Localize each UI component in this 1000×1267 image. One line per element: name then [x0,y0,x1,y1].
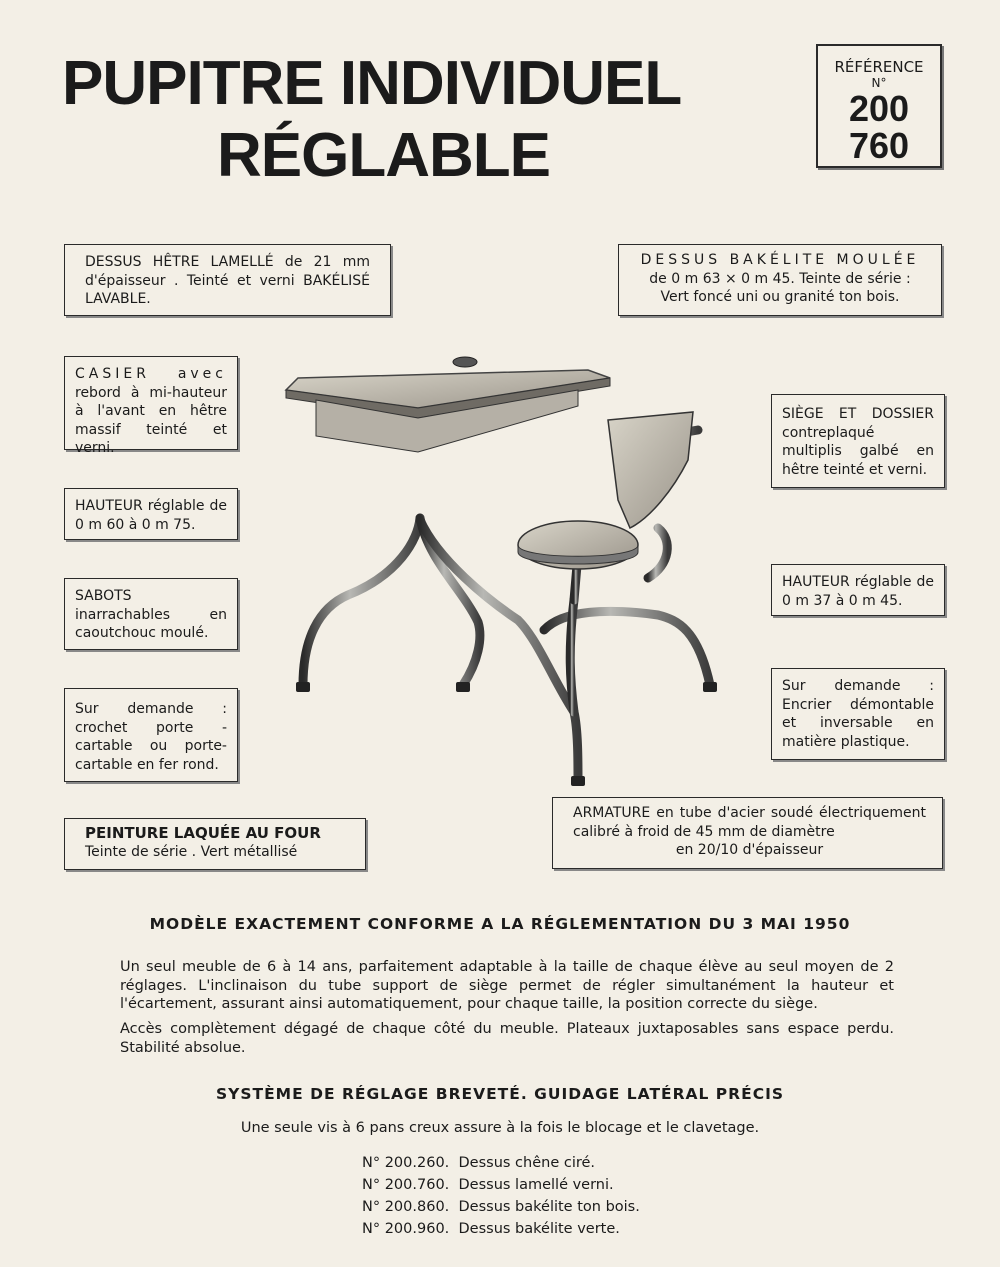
paragraph-acces: Accès complètement dégagé de chaque côté du meuble. Plateaux juxtaposables sans espace perdu. Stabilité absolue. [120,1021,894,1056]
paragraph-description: Un seul meuble de 6 à 14 ans, parfaitement adaptable à la taille de chaque élève au seul moyen de 2 réglages. L'inclinaison du tube support de siège permet de régler simultanément la hauteur et l'écartement, assurant ainsi automatiquement, pour chaque taille, la position correcte du siège. [120,959,894,1012]
sabots-text: inarrachables en caoutchouc moulé. [75,606,227,641]
heading-systeme: SYSTÈME DE RÉGLAGE BREVETÉ. GUIDAGE LATÉRAL PRÉCIS [215,1085,785,1103]
dessus-hetre-lead: DESSUS HÊTRE LAMELLÉ [85,254,274,270]
chair-seat [518,521,638,569]
chair-backrest [608,412,693,528]
dessus-bakelite-line3: Vert foncé uni ou granité ton bois. [660,289,900,305]
armature-lead: ARMATURE [573,805,651,821]
dessus-bakelite-line2: de 0 m 63 × 0 m 45. Teinte de série : [649,270,911,287]
box-demande-cartable [64,688,238,782]
reference-number-2: 760 [848,125,910,166]
title-line-2: RÉGLABLE [217,121,550,190]
model-row [362,1174,640,1196]
demande-encrier-text: Sur demande : Encrier démontable et inversable en matière plastique. [782,678,934,750]
demande-cartable-text: Sur demande : crochet porte - cartable ou porte-cartable en fer rond. [75,701,227,773]
model-row [362,1218,640,1240]
peinture-title: PEINTURE LAQUÉE AU FOUR [85,824,321,842]
feet [296,682,717,786]
model-description: Dessus bakélite verte. [458,1221,620,1237]
model-description: Dessus lamellé verni. [458,1177,614,1193]
dessus-bakelite-title: DESSUS BAKÉLITE MOULÉE [640,252,920,268]
model-description: Dessus chêne ciré. [458,1155,596,1171]
reference-number-1: 200 [848,88,910,129]
peinture-text: Teinte de série . Vert métallisé [85,843,298,860]
box-dessus-bakelite [618,244,942,316]
hauteur-siege-lead: HAUTEUR [782,574,850,590]
hauteur-pupitre-text: réglable de 0 m 60 à 0 m 75. [75,498,227,533]
box-hauteur-pupitre [64,488,238,540]
box-demande-encrier [771,668,945,760]
dessus-hetre-text: de 21 mm d'épaisseur . Teinté et verni BAKÉLISÉ LAVABLE. [85,254,370,307]
model-list [362,1152,640,1240]
box-hauteur-siege [771,564,945,616]
model-row [362,1196,640,1218]
desk-illustration [278,340,728,790]
siege-text: contreplaqué multiplis galbé en hêtre teinté et verni. [782,424,934,478]
box-dessus-hetre [64,244,391,316]
box-armature [552,797,943,869]
model-number: N° 200.860. [362,1199,450,1215]
reference-no: N° [871,76,887,90]
armature-line3: en 20/10 d'épaisseur [675,842,824,858]
line-vis: Une seule vis à 6 pans creux assure à la fois le blocage et le clavetage. [240,1120,760,1136]
model-number: N° 200.960. [362,1221,450,1237]
box-siege [771,394,945,488]
casier-lead: CASIER avec [75,366,227,382]
hauteur-siege-text: réglable de 0 m 37 à 0 m 45. [782,574,934,609]
box-peinture [64,818,366,870]
box-casier [64,356,238,456]
hauteur-pupitre-lead: HAUTEUR [75,498,143,514]
page-title [62,48,702,192]
reference-box [816,44,942,168]
model-description: Dessus bakélite ton bois. [458,1199,640,1215]
model-row [362,1152,640,1174]
reference-label: RÉFÉRENCE [834,58,924,76]
casier-text: rebord à mi-hauteur à l'avant en hêtre massif teinté et verni. [75,384,227,456]
model-number: N° 200.760. [362,1177,450,1193]
title-line-1: PUPITRE INDIVIDUEL [62,49,682,118]
model-number: N° 200.260. [362,1155,450,1171]
armature-text: en tube d'acier soudé électriquement calibré à froid de 45 mm de diamètre [573,805,926,840]
sabots-lead: SABOTS [75,588,132,604]
siege-lead: SIÈGE ET DOSSIER [782,406,934,422]
box-sabots [64,578,238,650]
heading-reglementation: MODÈLE EXACTEMENT CONFORME A LA RÉGLEMENTATION DU 3 MAI 1950 [149,915,851,933]
